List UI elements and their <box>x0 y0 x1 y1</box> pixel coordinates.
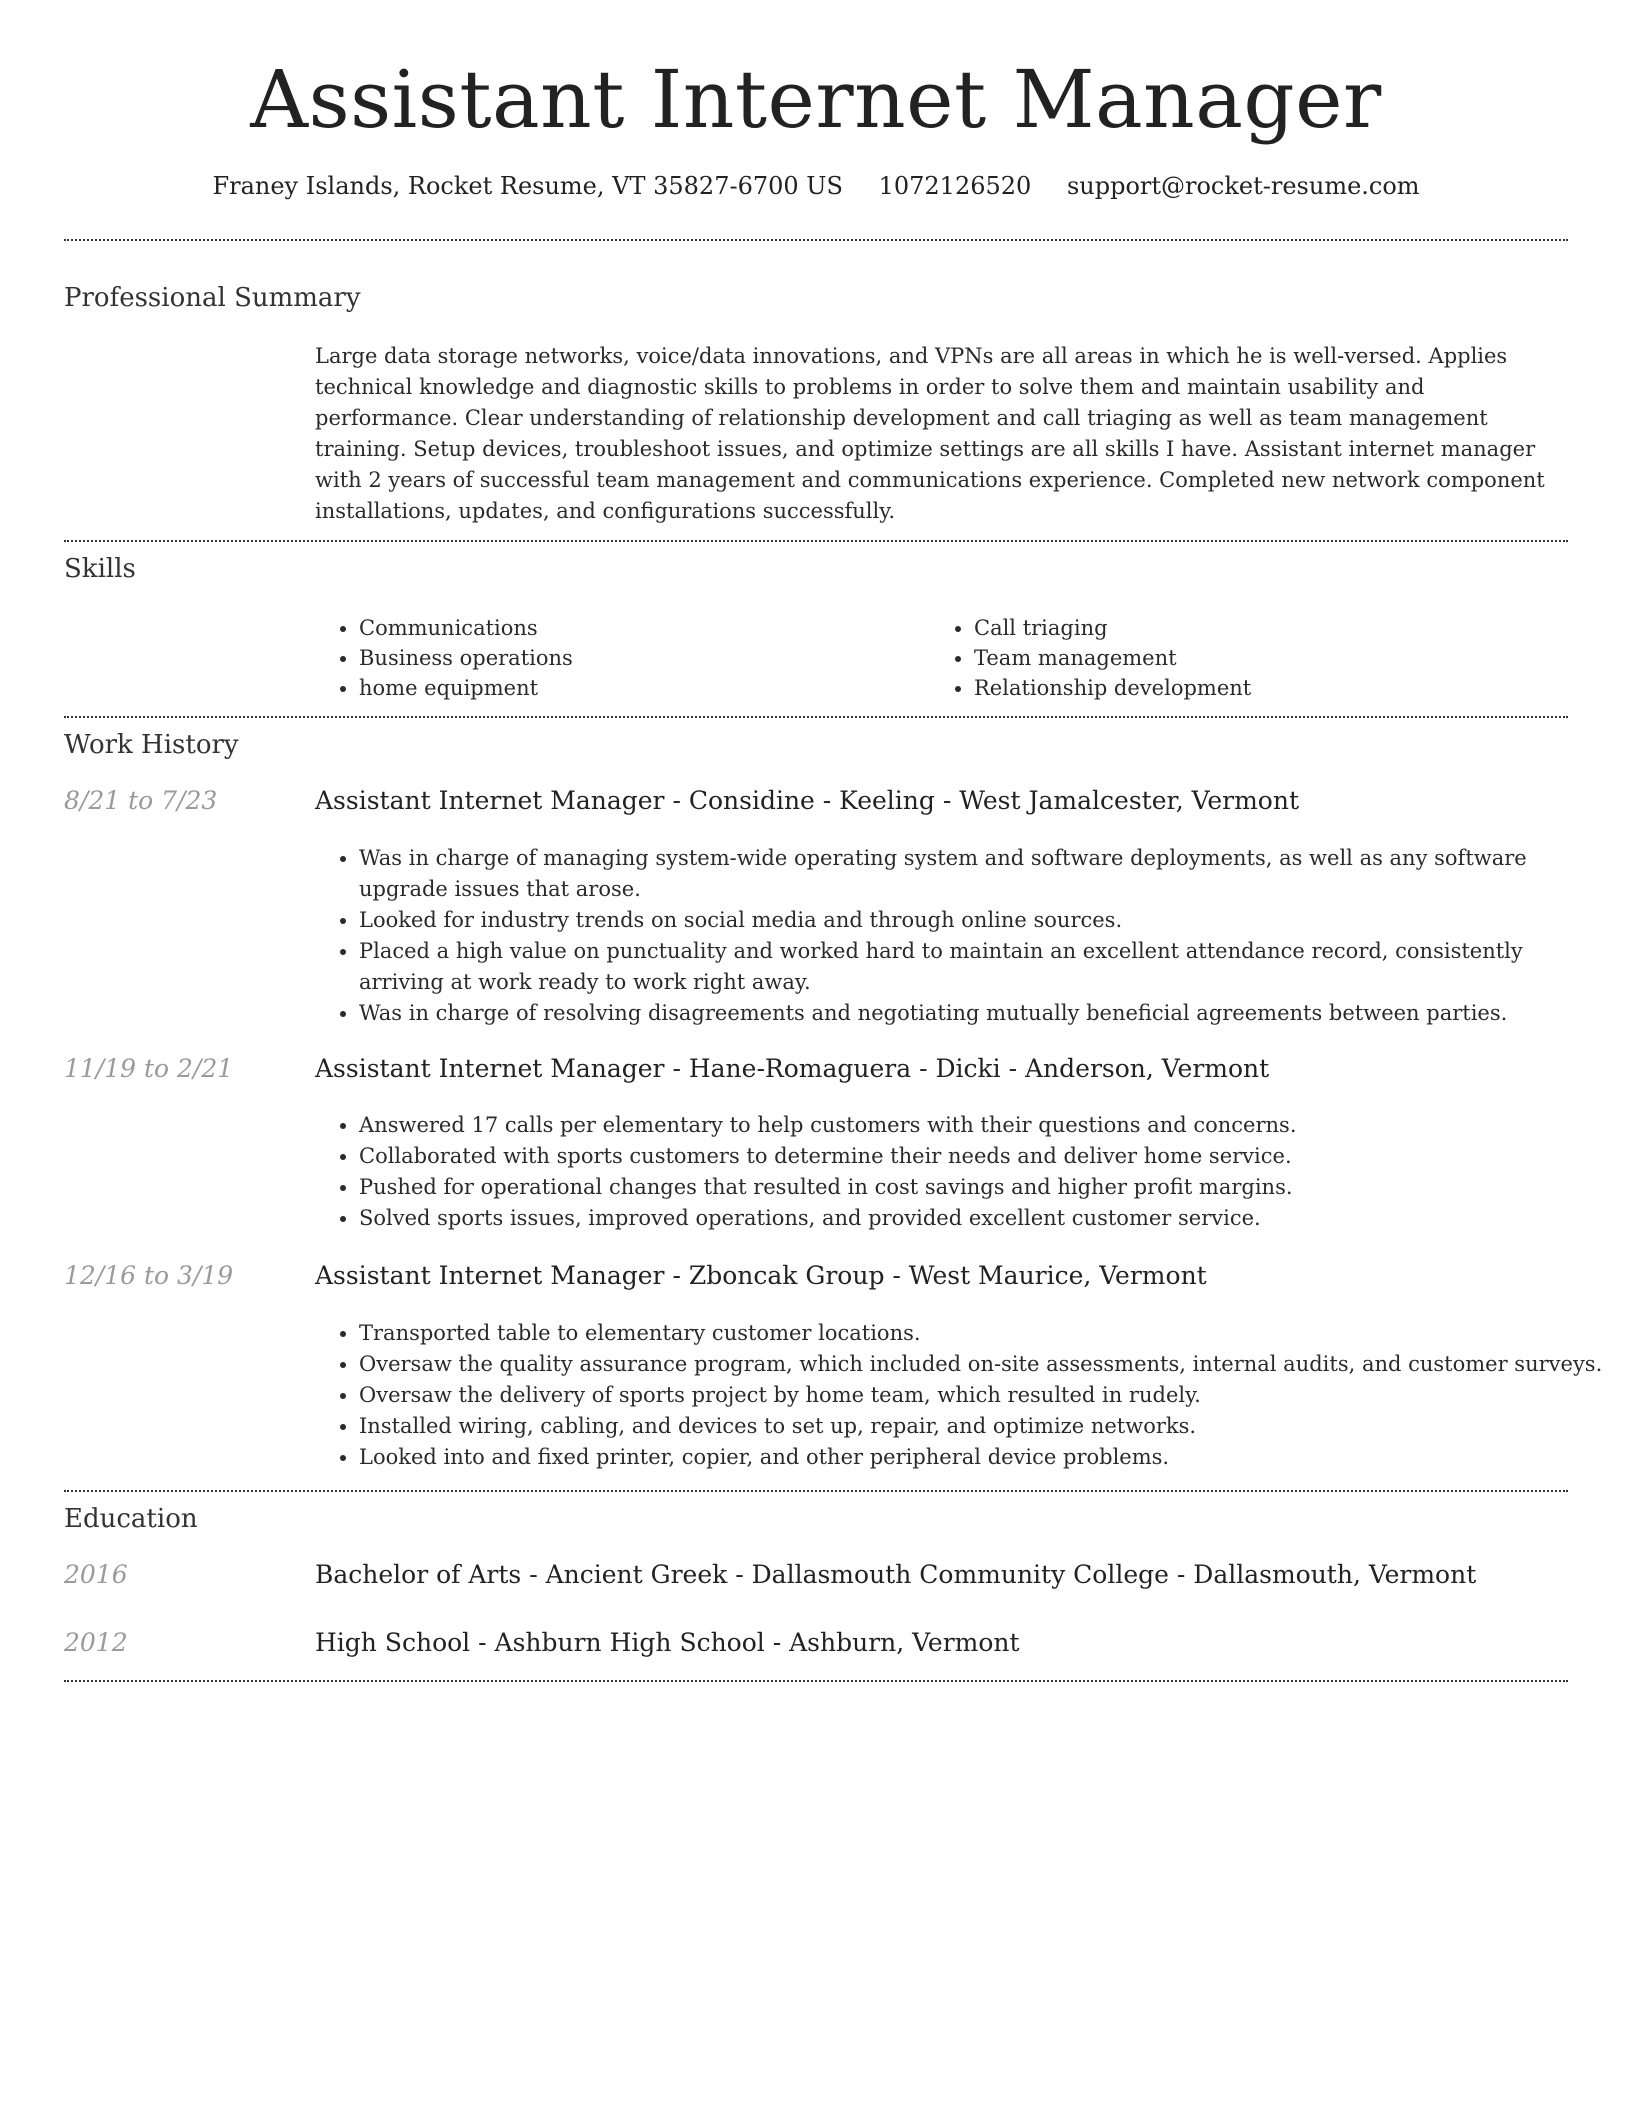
candidate-name: Assistant Internet Manager <box>250 53 1382 146</box>
contact-line <box>0 170 1632 202</box>
skill-item: • Relationship development <box>974 673 1251 703</box>
skill-item: • home equipment <box>359 673 573 703</box>
job-bullets <box>315 1318 1609 1473</box>
job-bullet: • Transported table to elementary customer locations. <box>359 1318 1609 1349</box>
skills-list-left <box>315 613 573 703</box>
email: support@rocket-resume.com <box>1066 172 1420 200</box>
job-title: Assistant Internet Manager - Hane-Romaguera - Dicki - Anderson, Vermont <box>315 1054 1270 1083</box>
divider <box>64 239 1568 241</box>
job-bullets <box>315 1110 1609 1234</box>
education-year: 2012 <box>64 1628 128 1657</box>
job-bullet: • Looked for industry trends on social media and through online sources. <box>359 905 1609 936</box>
job-bullet: • Placed a high value on punctuality and worked hard to maintain an excellent attendance record, consistently arriving at work ready to work right away. <box>359 936 1609 998</box>
job-bullet: • Oversaw the delivery of sports project by home team, which resulted in rudely. <box>359 1380 1609 1411</box>
divider <box>64 1490 1568 1492</box>
education-year: 2016 <box>64 1560 128 1589</box>
education-title: High School - Ashburn High School - Ashburn, Vermont <box>315 1628 1020 1657</box>
education-heading: Education <box>64 1504 198 1534</box>
job-date: 8/21 to 7/23 <box>64 786 218 815</box>
work-heading: Work History <box>64 730 239 760</box>
job-date: 12/16 to 3/19 <box>64 1261 234 1290</box>
phone: 1072126520 <box>878 172 1032 200</box>
job-bullet: • Was in charge of resolving disagreements and negotiating mutually beneficial agreements between parties. <box>359 998 1609 1029</box>
address: Franey Islands, Rocket Resume, VT 35827-6700 US <box>212 172 843 200</box>
divider <box>64 1680 1568 1682</box>
job-bullet: • Looked into and fixed printer, copier, and other peripheral device problems. <box>359 1442 1609 1473</box>
skill-item: • Business operations <box>359 643 573 673</box>
divider <box>64 540 1568 542</box>
skills-heading: Skills <box>64 554 136 584</box>
job-bullet: • Was in charge of managing system-wide operating system and software deployments, as well as any software upgrade issues that arose. <box>359 843 1609 905</box>
job-bullet: • Solved sports issues, improved operations, and provided excellent customer service. <box>359 1203 1609 1234</box>
job-bullet: • Collaborated with sports customers to determine their needs and deliver home service. <box>359 1141 1609 1172</box>
education-title: Bachelor of Arts - Ancient Greek - Dallasmouth Community College - Dallasmouth, Vermont <box>315 1560 1477 1589</box>
job-bullet: • Pushed for operational changes that resulted in cost savings and higher profit margins. <box>359 1172 1609 1203</box>
summary-text: Large data storage networks, voice/data innovations, and VPNs are all areas in which he is well-versed. Applies technical knowledge and diagnostic skills to problems in order to solve them and maintain usability and performance. Clear understanding of relationship development and call triaging as well as team management training. Setup devices, troubleshoot issues, and optimize settings are all skills I have. Assistant internet manager with 2 years of successful team management and communications experience. Completed new network component installations, updates, and configurations successfully. <box>315 344 1545 523</box>
job-bullet: • Answered 17 calls per elementary to help customers with their questions and concerns. <box>359 1110 1609 1141</box>
job-date: 11/19 to 2/21 <box>64 1054 234 1083</box>
skills-list-right <box>930 613 1251 703</box>
job-title: Assistant Internet Manager - Zboncak Group - West Maurice, Vermont <box>315 1261 1207 1290</box>
skill-item: • Communications <box>359 613 573 643</box>
skill-item: • Call triaging <box>974 613 1251 643</box>
summary-heading: Professional Summary <box>64 283 361 313</box>
job-bullets <box>315 843 1609 1029</box>
job-bullet: • Oversaw the quality assurance program, which included on-site assessments, internal audits, and customer surveys. <box>359 1349 1609 1380</box>
job-bullet: • Installed wiring, cabling, and devices to set up, repair, and optimize networks. <box>359 1411 1609 1442</box>
skill-item: • Team management <box>974 643 1251 673</box>
job-title: Assistant Internet Manager - Considine - Keeling - West Jamalcester, Vermont <box>315 786 1299 815</box>
divider <box>64 716 1568 718</box>
